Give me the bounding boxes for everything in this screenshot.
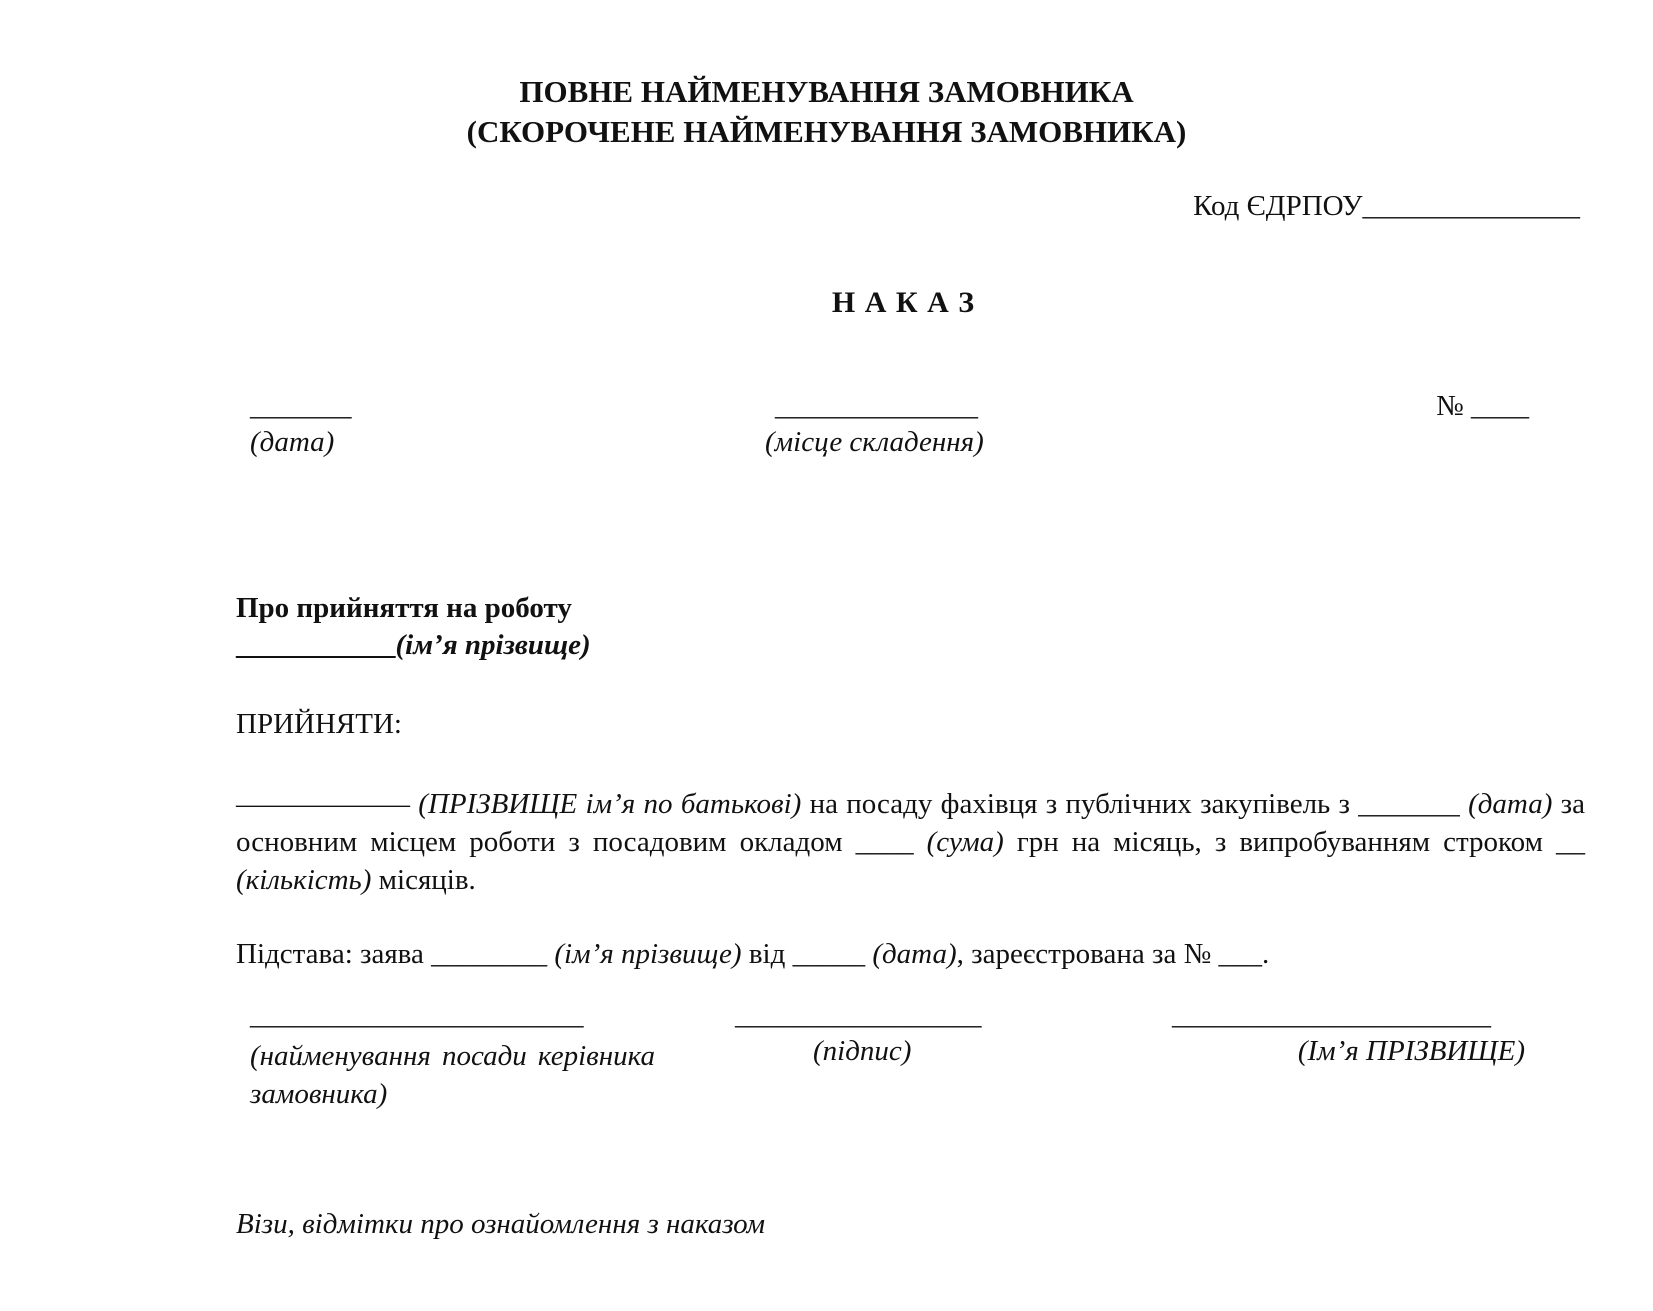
signature-name-line: ______________________ <box>1172 999 1491 1031</box>
signature-position-line: _______________________ <box>250 999 584 1031</box>
visas-note: Візи, відмітки про ознайомлення з наказом <box>236 1208 766 1240</box>
basis-text-2: від _____ <box>741 938 873 970</box>
order-label-name: (ПРІЗВИЩЕ ім’я по батькові) <box>418 788 802 820</box>
order-paragraph <box>236 785 1585 899</box>
signature-sign-line: _________________ <box>735 999 982 1031</box>
edrpou-field: Код ЄДРПОУ_______________ <box>1193 190 1580 222</box>
subject-name <box>236 631 591 660</box>
signature-sign-label: (підпис) <box>813 1035 912 1067</box>
place-blank: ______________ <box>775 390 978 422</box>
place-label: (місце складення) <box>765 426 984 458</box>
order-text-3: за основним місцем роботи з посадовим окладом ____ <box>236 788 1586 858</box>
subject-name-label: (ім’я прізвище) <box>395 629 591 661</box>
order-label-sum: (сума) <box>926 826 1004 858</box>
basis-text-1: Підстава: заява ________ <box>236 938 555 970</box>
basis-text-3: , зареєстрована за № ___. <box>956 938 1270 970</box>
hire-label: ПРИЙНЯТИ: <box>236 708 402 740</box>
basis-paragraph <box>236 940 1269 969</box>
org-full-name: ПОВНЕ НАЙМЕНУВАННЯ ЗАМОВНИКА <box>519 74 1134 109</box>
basis-label-name: (ім’я прізвище) <box>554 938 742 970</box>
document-type-title: Н А К А З <box>831 286 976 319</box>
signature-position-label: (найменування посади керівника замовника) <box>250 1040 655 1110</box>
subject-name-blank: ___________ <box>236 629 396 661</box>
order-label-date: (дата) <box>1468 788 1553 820</box>
date-label: (дата) <box>250 426 335 458</box>
basis-label-date: (дата) <box>872 938 957 970</box>
order-text-4: грн на місяць, з випробуванням строком __ <box>1003 826 1585 858</box>
org-short-name: (СКОРОЧЕНЕ НАЙМЕНУВАННЯ ЗАМОВНИКА) <box>466 114 1187 149</box>
order-label-count: (кількість) <box>236 864 372 896</box>
order-number: № ____ <box>1436 390 1529 422</box>
signature-name-label: (Ім’я ПРІЗВИЩЕ) <box>1297 1035 1525 1067</box>
order-text-1: —————— <box>236 788 419 820</box>
subject-title: Про прийняття на роботу <box>236 592 572 624</box>
date-blank: _______ <box>250 390 352 422</box>
order-text-2: на посаду фахівця з публічних закупівель з _______ <box>801 788 1469 820</box>
order-text-5: місяців. <box>371 864 476 896</box>
